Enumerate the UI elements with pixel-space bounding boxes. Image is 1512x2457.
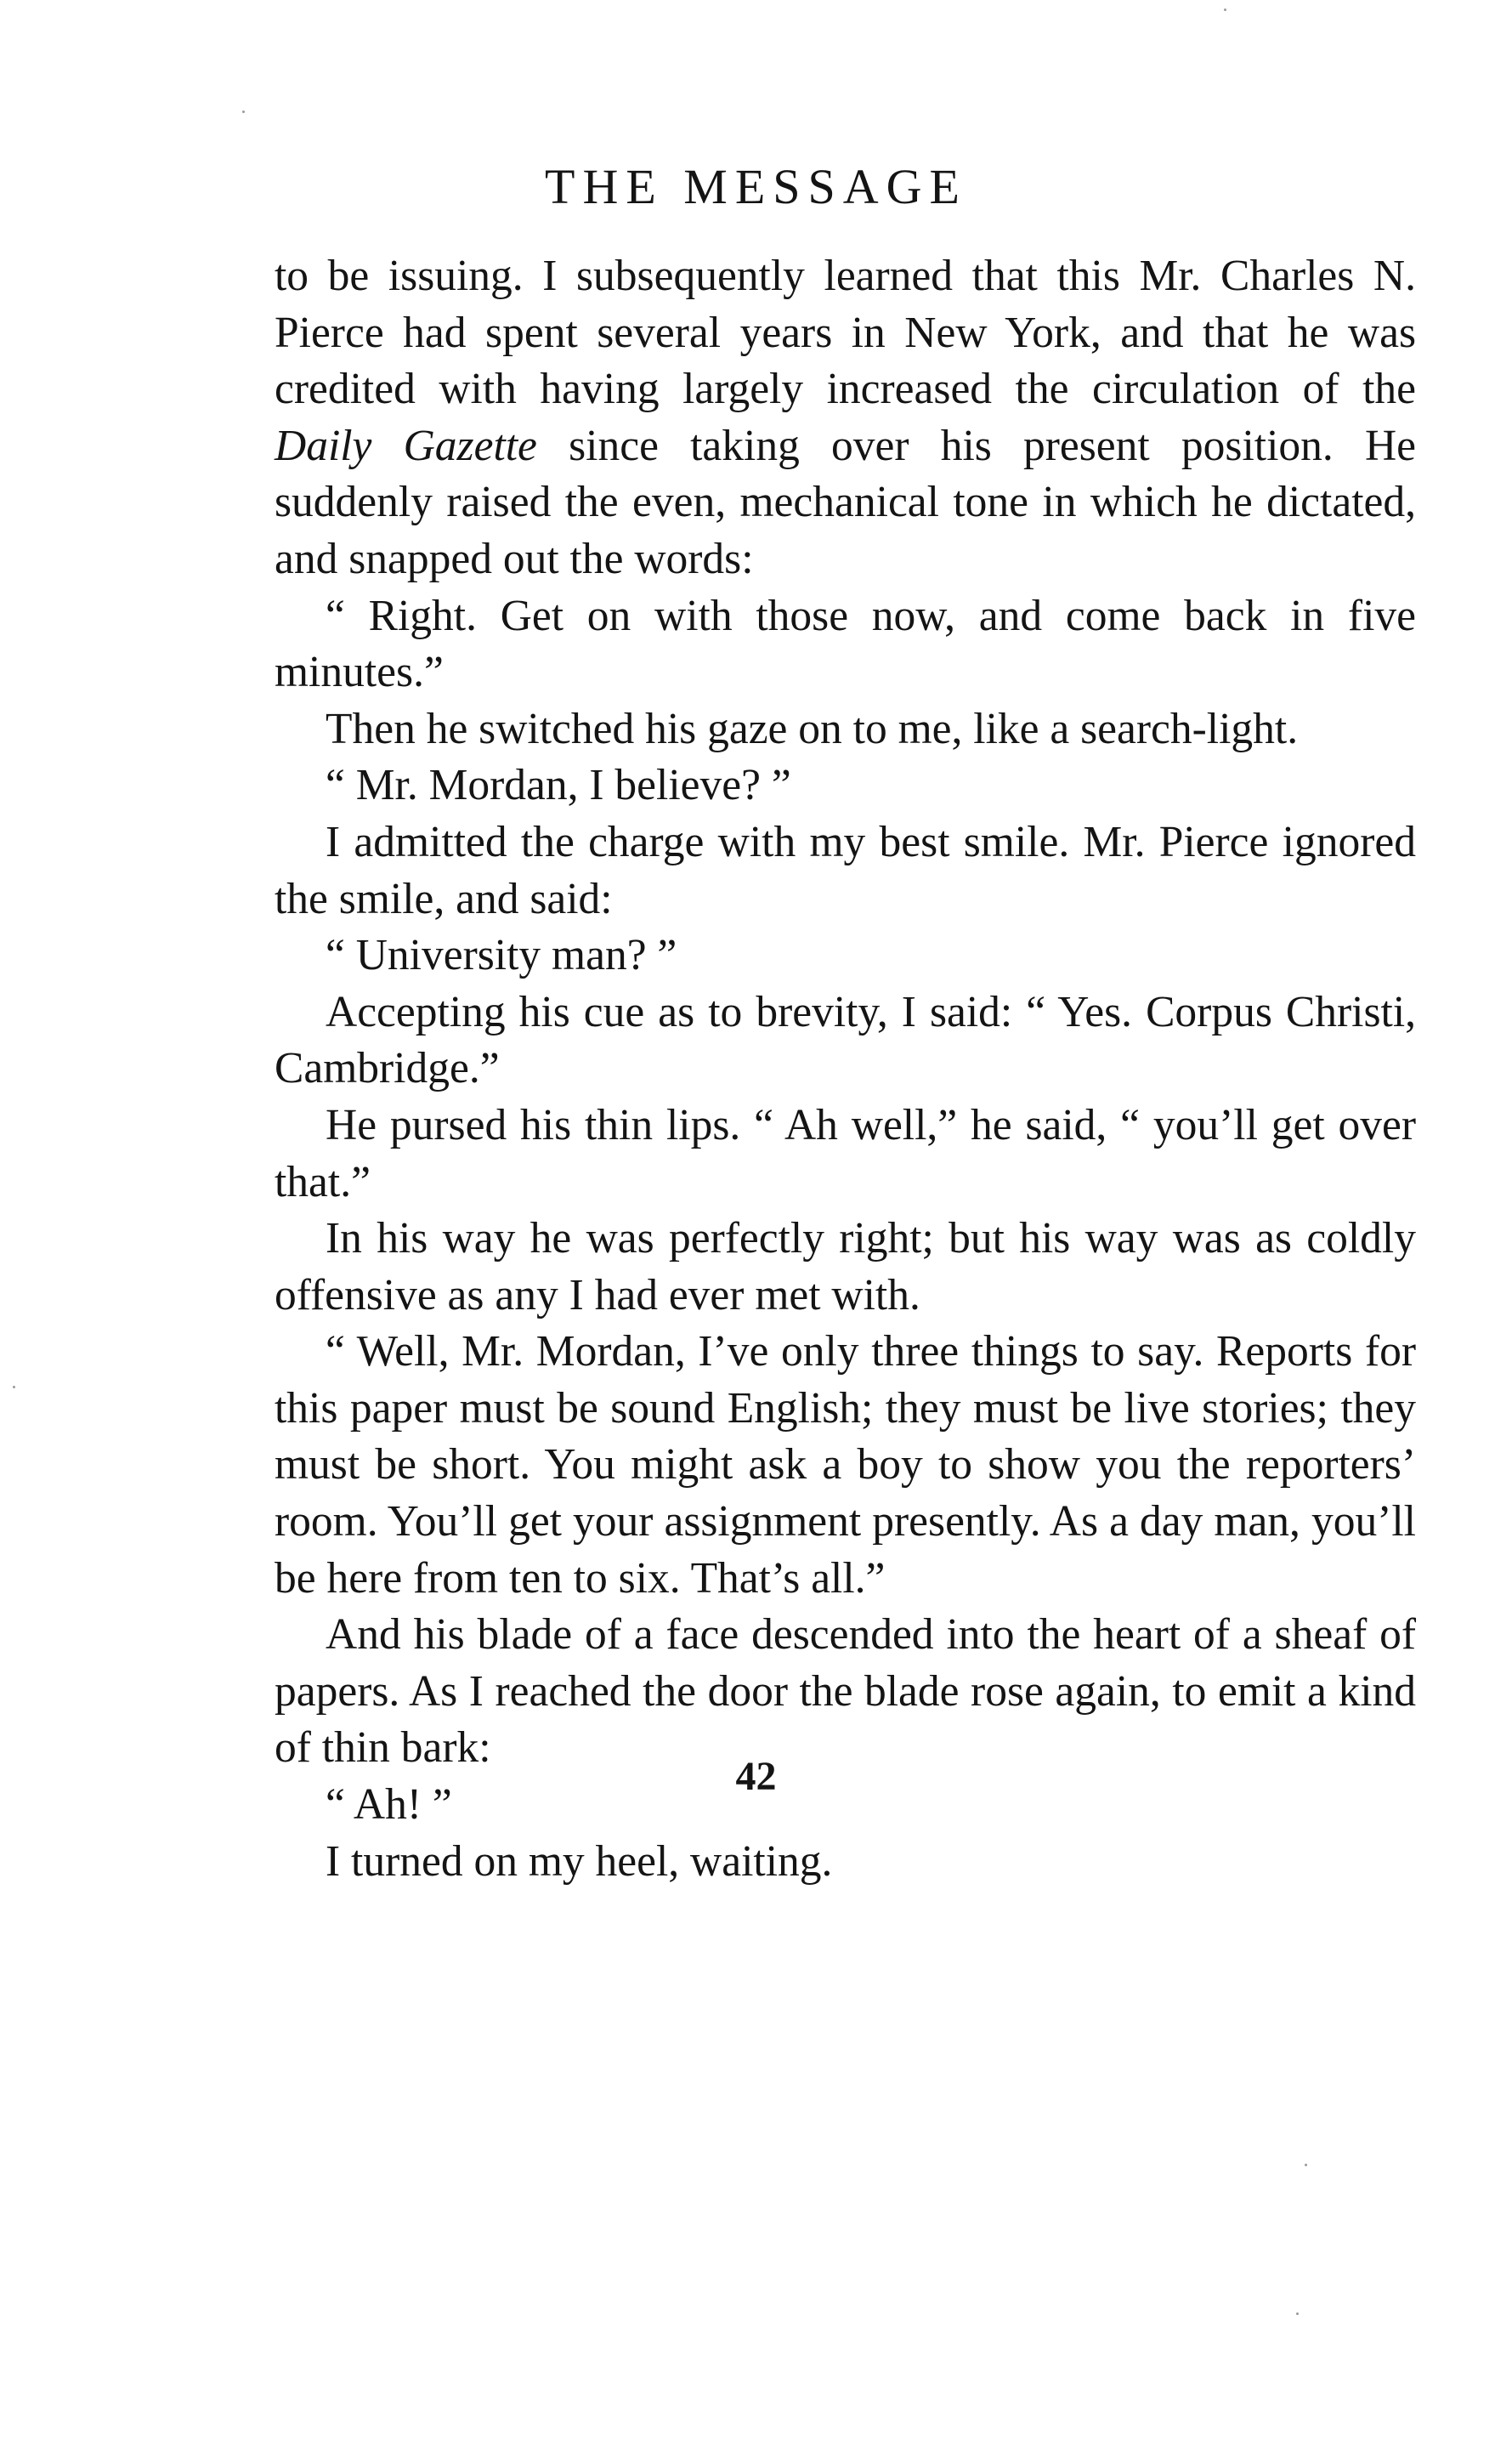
paper-speck [242,111,245,113]
paper-speck [1296,2312,1299,2315]
paragraph-text: since taking over his present position. He suddenly raised the even, mechanical tone in which he dictated, and snapped out the words: [275,421,1416,583]
paragraph: Then he switched his gaze on to me, like a search-light. [326,704,1299,753]
page-number: 42 [735,1754,777,1799]
paragraph: “ University man? ” [326,931,677,980]
paragraph: “ Ah! ” [326,1780,452,1830]
paragraph-text: to be issuing. I subsequently learned that this Mr. Charles N. Pierce had spent several years in New York, and that he was credited with having largely increased the circulation of the [275,252,1416,414]
paper-speck [1224,9,1226,11]
newspaper-title: Daily Gazette [275,421,537,470]
paragraph: “ Well, Mr. Mordan, I’ve only three things to say. Reports for this paper must be sound English; they must be live stories; they must be short. You might ask a boy to show you the reporters’ room. You’ll get your assignment presently. As a day man, you’ll be here from ten to six. That’s all.” [275,1327,1416,1603]
paragraph: “ Right. Get on with those now, and come back in five minutes.” [275,591,1416,697]
paper-speck [13,1386,15,1388]
running-head: THE MESSAGE [545,159,967,214]
paragraph: He pursed his thin lips. “ Ah well,” he said, “ you’ll get over that.” [275,1100,1416,1206]
body-text [275,248,1416,1890]
paragraph: I admitted the charge with my best smile. Mr. Pierce ignored the smile, and said: [275,817,1416,923]
paper-speck [1305,2164,1307,2166]
paragraph: Accepting his cue as to brevity, I said: “ Yes. Corpus Christi, Cambridge.” [275,987,1416,1093]
paragraph: I turned on my heel, waiting. [326,1836,833,1886]
paragraph: And his blade of a face descended into the heart of a sheaf of papers. As I reached the door the blade rose again, to emit a kind of thin bark: [275,1610,1416,1773]
paragraph: “ Mr. Mordan, I believe? ” [326,761,791,810]
paragraph: In his way he was perfectly right; but his way was as coldly offensive as any I had ever met with. [275,1214,1416,1319]
paragraph [275,248,1416,588]
